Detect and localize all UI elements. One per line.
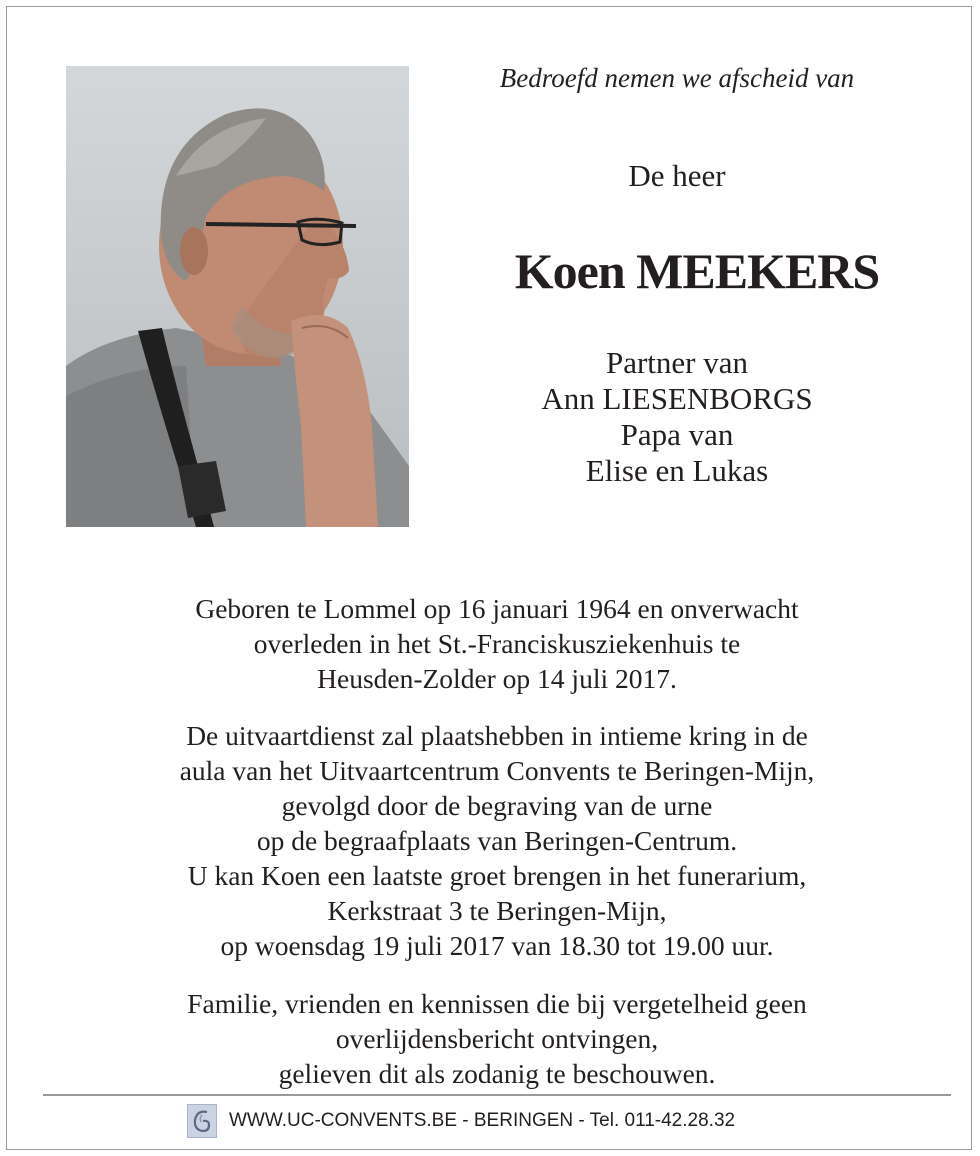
text-line: gelieven dit als zodanig te beschouwen. [278,1058,716,1089]
portrait-photo [66,66,409,527]
intro-line: Bedroefd nemen we afscheid van [499,63,855,93]
text-line: Familie, vrienden en kennissen die bij vergetelheid geen [187,988,807,1019]
text-line: Kerkstraat 3 te Beringen-Mijn, [327,895,667,926]
text-line: U kan Koen een laatste groet brengen in het funerarium, [187,860,807,891]
relations-block [427,345,927,489]
text-line: Heusden-Zolder op 14 juli 2017. [317,663,677,694]
relation-line: Partner van [605,345,749,380]
text-line: aula van het Uitvaartcentrum Convents te Beringen-Mijn, [179,755,815,786]
birth-death-paragraph [47,591,947,696]
footer [187,1101,735,1141]
salutation: De heer [628,158,726,193]
text-line: op woensdag 19 juli 2017 van 18.30 tot 19.00 uur. [220,930,774,961]
footer-divider [43,1094,951,1096]
text-line: gevolgd door de begraving van de urne [281,790,713,821]
text-line: De uitvaartdienst zal plaatshebben in intieme kring in de [186,720,808,751]
text-line: overleden in het St.-Franciskusziekenhuis te [253,628,741,659]
footer-contact-text: WWW.UC-CONVENTS.BE - BERINGEN - Tel. 011-42.28.32 [229,1110,736,1131]
text-line: overlijdensbericht ontvingen, [335,1023,659,1054]
notice-paragraph [47,986,947,1091]
obituary-card [6,6,972,1150]
relation-line: Elise en Lukas [585,453,769,488]
relation-line: Ann LIESENBORGS [541,381,813,416]
relation-line: Papa van [620,417,734,452]
funeral-paragraph [47,718,947,963]
deceased-name: Koen MEEKERS [514,243,880,299]
text-line: Geboren te Lommel op 16 januari 1964 en onverwacht [195,593,799,624]
text-line: op de begraafplaats van Beringen-Centrum. [256,825,738,856]
funeral-home-logo-icon [187,1104,217,1138]
